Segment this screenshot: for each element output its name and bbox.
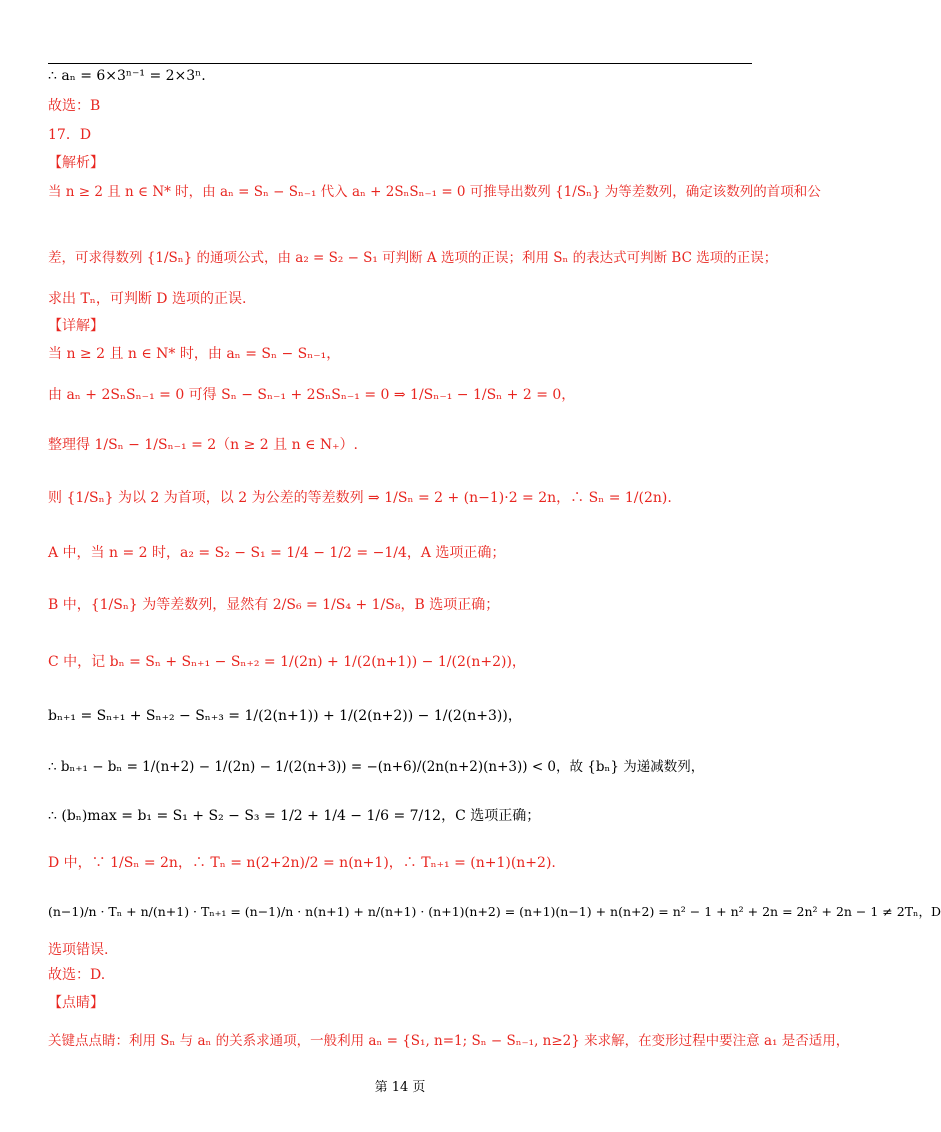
text-line: 【点睛】 — [48, 995, 104, 1011]
text-line: B 中，{1/Sₙ} 为等差数列，显然有 2/S₆ = 1/S₄ + 1/S₈，B 选项正确； — [48, 597, 500, 613]
text-line: 关键点点睛：利用 Sₙ 与 aₙ 的关系求通项，一般利用 aₙ = {S₁, n=1; Sₙ − Sₙ₋₁, n≥2} 来求解，在变形过程中要注意 a₁ 是否适用， — [48, 1033, 850, 1049]
text-line: ∴ bₙ₊₁ − bₙ = 1/(n+2) − 1/(2n) − 1/(2(n+3)) = −(n+6)/(2n(n+2)(n+3)) < 0，故 {bₙ} 为递减数列， — [48, 759, 705, 775]
text-line: 由 aₙ + 2SₙSₙ₋₁ = 0 可得 Sₙ − Sₙ₋₁ + 2SₙSₙ₋₁ = 0 ⇒ 1/Sₙ₋₁ − 1/Sₙ + 2 = 0， — [48, 387, 576, 403]
text-line: 【详解】 — [48, 318, 104, 334]
text-line: 【解析】 — [48, 155, 104, 171]
text-line: A 中，当 n = 2 时，a₂ = S₂ − S₁ = 1/4 − 1/2 = −1/4，A 选项正确； — [48, 545, 506, 561]
text-line: D 中，∵ 1/Sₙ = 2n，∴ Tₙ = n(2+2n)/2 = n(n+1)，∴ Tₙ₊₁ = (n+1)(n+2). — [48, 855, 556, 871]
text-line: (n−1)/n · Tₙ + n/(n+1) · Tₙ₊₁ = (n−1)/n · n(n+1) + n/(n+1) · (n+1)(n+2) = (n+1)(n−1) + n(n+2) = n² − 1 + n² + 2n = 2n² + 2n − 1 ≠ 2Tₙ，D — [48, 904, 941, 919]
text-line: 当 n ≥ 2 且 n ∈ N* 时，由 aₙ = Sₙ − Sₙ₋₁ 代入 aₙ + 2SₙSₙ₋₁ = 0 可推导出数列 {1/Sₙ} 为等差数列，确定该数列的首项和公 — [48, 184, 821, 200]
text-line: 17．D — [48, 127, 92, 143]
text-line: 故选：D. — [48, 967, 106, 983]
page-number: 第 14 页 — [374, 1080, 426, 1095]
text-line: 则 {1/Sₙ} 为以 2 为首项，以 2 为公差的等差数列 ⇒ 1/Sₙ = 2 + (n−1)·2 = 2n，∴ Sₙ = 1/(2n). — [48, 490, 672, 506]
text-line: ∴ (bₙ)max = b₁ = S₁ + S₂ − S₃ = 1/2 + 1/4 − 1/6 = 7/12，C 选项正确； — [48, 808, 541, 824]
text-line: ∴ aₙ = 6×3ⁿ⁻¹ = 2×3ⁿ. — [48, 68, 206, 84]
text-line: 整理得 1/Sₙ − 1/Sₙ₋₁ = 2（n ≥ 2 且 n ∈ N₊）. — [48, 437, 358, 453]
text-line: C 中，记 bₙ = Sₙ + Sₙ₊₁ − Sₙ₊₂ = 1/(2n) + 1/(2(n+1)) − 1/(2(n+2))， — [48, 654, 526, 670]
text-line: 差，可求得数列 {1/Sₙ} 的通项公式，由 a₂ = S₂ − S₁ 可判断 A 选项的正误；利用 Sₙ 的表达式可判断 BC 选项的正误； — [48, 250, 778, 266]
text-line: 选项错误. — [48, 942, 109, 958]
text-line: 当 n ≥ 2 且 n ∈ N* 时，由 aₙ = Sₙ − Sₙ₋₁， — [48, 346, 341, 362]
header-rule — [48, 63, 752, 64]
text-line: bₙ₊₁ = Sₙ₊₁ + Sₙ₊₂ − Sₙ₊₃ = 1/(2(n+1)) + 1/(2(n+2)) − 1/(2(n+3))， — [48, 708, 522, 724]
text-line: 故选：B — [48, 98, 101, 114]
text-line: 求出 Tₙ，可判断 D 选项的正误. — [48, 291, 247, 307]
